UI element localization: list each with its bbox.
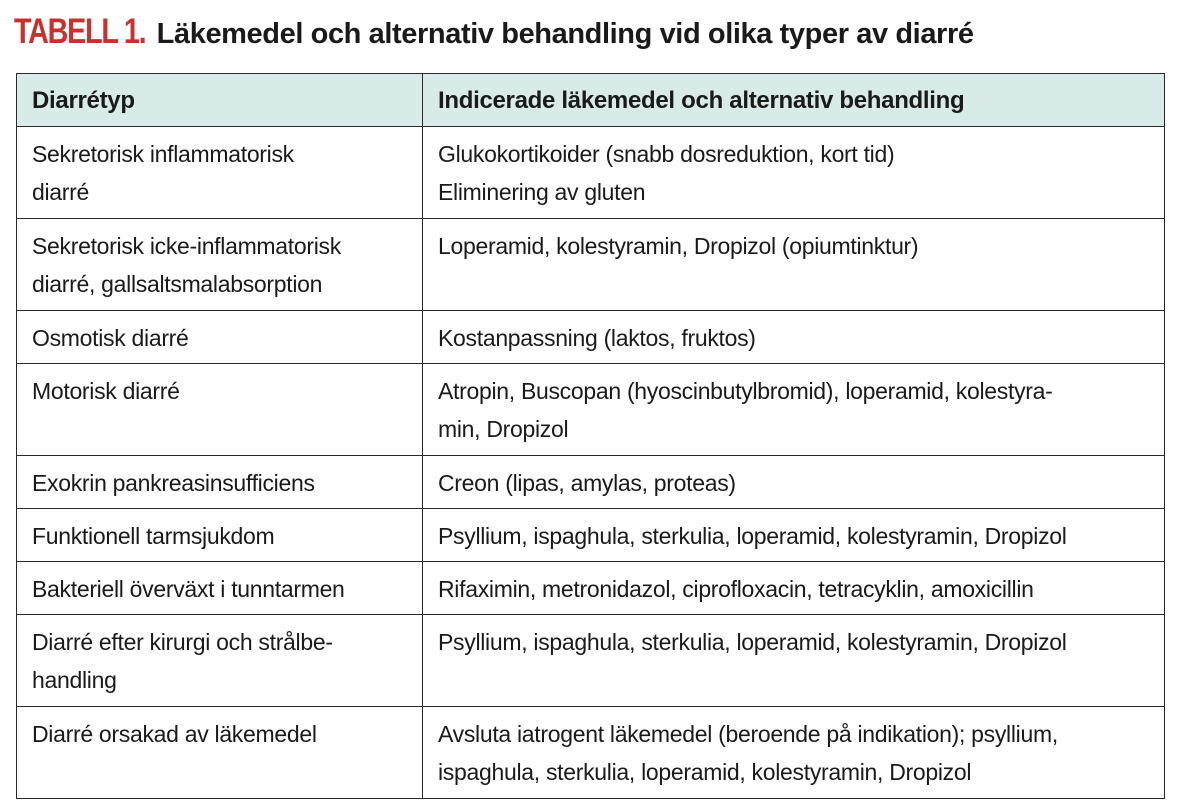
- table-title: [14, 12, 974, 56]
- diarrhea-type-line: Diarré efter kirurgi och strålbe-: [32, 629, 333, 655]
- treatment-line: Psyllium, ispaghula, sterkulia, loperamid, kolestyramin, Dropizol: [438, 523, 1067, 549]
- diarrhea-type-line: Funktionell tarmsjukdom: [32, 523, 275, 549]
- diarrhea-type-cell: [17, 615, 423, 707]
- treatment-cell: [423, 311, 1165, 364]
- diarrhea-type-line: Osmotisk diarré: [32, 325, 189, 351]
- treatment-line: Rifaximin, metronidazol, ciprofloxacin, tetracyklin, amoxicillin: [438, 576, 1034, 602]
- table-row: [17, 127, 1165, 219]
- treatment-cell: [423, 509, 1165, 562]
- treatment-cell: [423, 219, 1165, 311]
- table-title-label: TABELL 1.: [14, 12, 146, 51]
- treatment-table: [16, 73, 1165, 799]
- diarrhea-type-cell: [17, 364, 423, 456]
- diarrhea-type-line: Exokrin pankreasinsufficiens: [32, 470, 315, 496]
- treatment-line: Glukokortikoider (snabb dosreduktion, kort tid): [438, 141, 895, 167]
- table-row: [17, 311, 1165, 364]
- treatment-line: ispaghula, sterkulia, loperamid, kolestyramin, Dropizol: [438, 759, 972, 785]
- treatment-line: Eliminering av gluten: [438, 179, 646, 205]
- treatment-line: Creon (lipas, amylas, proteas): [438, 470, 736, 496]
- table-header: [17, 74, 1165, 127]
- treatment-line: Avsluta iatrogent läkemedel (beroende på indikation); psyllium,: [438, 721, 1058, 747]
- diarrhea-type-cell: [17, 127, 423, 219]
- treatment-cell: [423, 127, 1165, 219]
- table-row: [17, 364, 1165, 456]
- diarrhea-type-line: diarré, gallsaltsmalabsorption: [32, 271, 323, 297]
- treatment-cell: [423, 456, 1165, 509]
- treatment-cell: [423, 615, 1165, 707]
- diarrhea-type-line: handling: [32, 667, 117, 693]
- table-row: [17, 562, 1165, 615]
- diarrhea-type-cell: [17, 562, 423, 615]
- column-header-treatment: Indicerade läkemedel och alternativ behandling: [423, 74, 1165, 127]
- diarrhea-type-cell: [17, 509, 423, 562]
- treatment-line: Kostanpassning (laktos, fruktos): [438, 325, 756, 351]
- table-row: [17, 615, 1165, 707]
- treatment-cell: [423, 562, 1165, 615]
- treatment-line: Psyllium, ispaghula, sterkulia, loperamid, kolestyramin, Dropizol: [438, 629, 1067, 655]
- table-row: [17, 707, 1165, 799]
- diarrhea-type-line: diarré: [32, 179, 90, 205]
- treatment-line: Loperamid, kolestyramin, Dropizol (opiumtinktur): [438, 233, 919, 259]
- diarrhea-type-cell: [17, 707, 423, 799]
- diarrhea-type-cell: [17, 311, 423, 364]
- diarrhea-type-cell: [17, 219, 423, 311]
- diarrhea-type-cell: [17, 456, 423, 509]
- treatment-line: Atropin, Buscopan (hyoscinbutylbromid), loperamid, kolestyra-: [438, 378, 1053, 404]
- table-row: [17, 509, 1165, 562]
- treatment-line: min, Dropizol: [438, 416, 569, 442]
- table-body: [17, 127, 1165, 799]
- table-header-row: [17, 74, 1165, 127]
- diarrhea-type-line: Diarré orsakad av läkemedel: [32, 721, 317, 747]
- table-row: [17, 456, 1165, 509]
- diarrhea-type-line: Bakteriell överväxt i tunntarmen: [32, 576, 345, 602]
- column-header-diarrhea-type: Diarrétyp: [17, 74, 423, 127]
- table-title-text: Läkemedel och alternativ behandling vid olika typer av diarré: [156, 18, 974, 50]
- treatment-cell: [423, 364, 1165, 456]
- diarrhea-type-line: Sekretorisk icke-inflammatorisk: [32, 233, 341, 259]
- diarrhea-type-line: Motorisk diarré: [32, 378, 180, 404]
- treatment-cell: [423, 707, 1165, 799]
- table-row: [17, 219, 1165, 311]
- diarrhea-type-line: Sekretorisk inflammatorisk: [32, 141, 294, 167]
